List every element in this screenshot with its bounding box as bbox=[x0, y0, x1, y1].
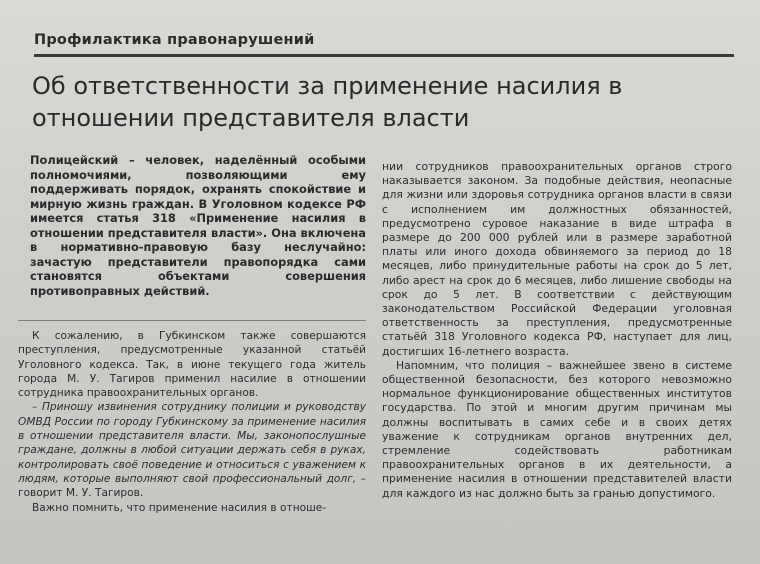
section-header bbox=[34, 30, 734, 57]
article-column-right bbox=[382, 160, 732, 550]
paragraph-quote bbox=[18, 400, 366, 500]
lead-divider bbox=[18, 320, 366, 321]
paragraph-conclusion: Напомним, что полиция – важнейшее звено в системе общественной безопасности, без которого невозможно нормальное функционирование общественных институтов государства. По этой и многим другим причинам мы должны воспитывать в самих себе и в своих детях уважение к сотрудникам органов внутренних дел, стремление содействовать работникам правоохранительных органов в их деятельности, а применение насилия в отношении представителей власти для каждого из нас должно быть за гранью допустимого. bbox=[382, 358, 732, 500]
paragraph-reminder-start: Важно помнить, что применение насилия в отноше- bbox=[32, 501, 327, 514]
apology-quote: – Приношу извинения сотруднику полиции и руководству ОМВД России по городу Губкинскому за применение насилия в отношении представителя власти. Мы, законопослушные граждане, должны в любой ситуации держать себя в руках, контролировать своё поведение и относиться с уважением к людям, которые выполняют свой профессиональный долг, bbox=[18, 401, 366, 485]
paragraph-incident: К сожалению, в Губкинском также совершаются преступления, предусмотренные указанной статьёй Уголовного кодекса. Так, в июне текущего года житель города М. У. Тагиров применил насилие в отношении сотрудника правоохранительных органов. bbox=[18, 330, 366, 400]
article-column-left bbox=[18, 153, 366, 548]
article-headline: Об ответственности за применение насилия в отношении представителя власти bbox=[32, 72, 623, 132]
article-lead: Полицейский – человек, наделённый особыми полномочиями, позволяющими ему поддерживать порядок, охранять спокойствие и мирную жизнь граждан. В Уголовном кодексе РФ имеется статья 318 «Применение насилия в отношении представителя власти». Она включена в нормативно-правовую базу неслучайно: зачастую представители правопорядка сами становятся объектами совершения противоправных действий. bbox=[30, 153, 366, 298]
quote-attribution: – говорит М. У. Тагиров. bbox=[18, 472, 366, 500]
paragraph-penalties: нии сотрудников правоохранительных органов строго наказывается законом. За подобные действия, неопасные для жизни или здоровья сотрудника органов власти в связи с исполнением им должностных обязанностей, предусмотрено суровое наказание в виде штрафа в размере до 200 000 рублей или в размере заработной платы или иного дохода обвиняемого за период до 18 месяцев, либо принудительные работы на срок до 5 лет, либо арест на срок до 6 месяцев, либо лишение свободы на срок до 5 лет. В соответствии с действующим законодательством Российской Федерации уголовная ответственность за преступления, предусмотренные статьёй 318 Уголовного кодекса РФ, наступает для лиц, достигших 16-летнего возраста. bbox=[382, 160, 732, 358]
section-title: Профилактика правонарушений bbox=[34, 32, 315, 48]
